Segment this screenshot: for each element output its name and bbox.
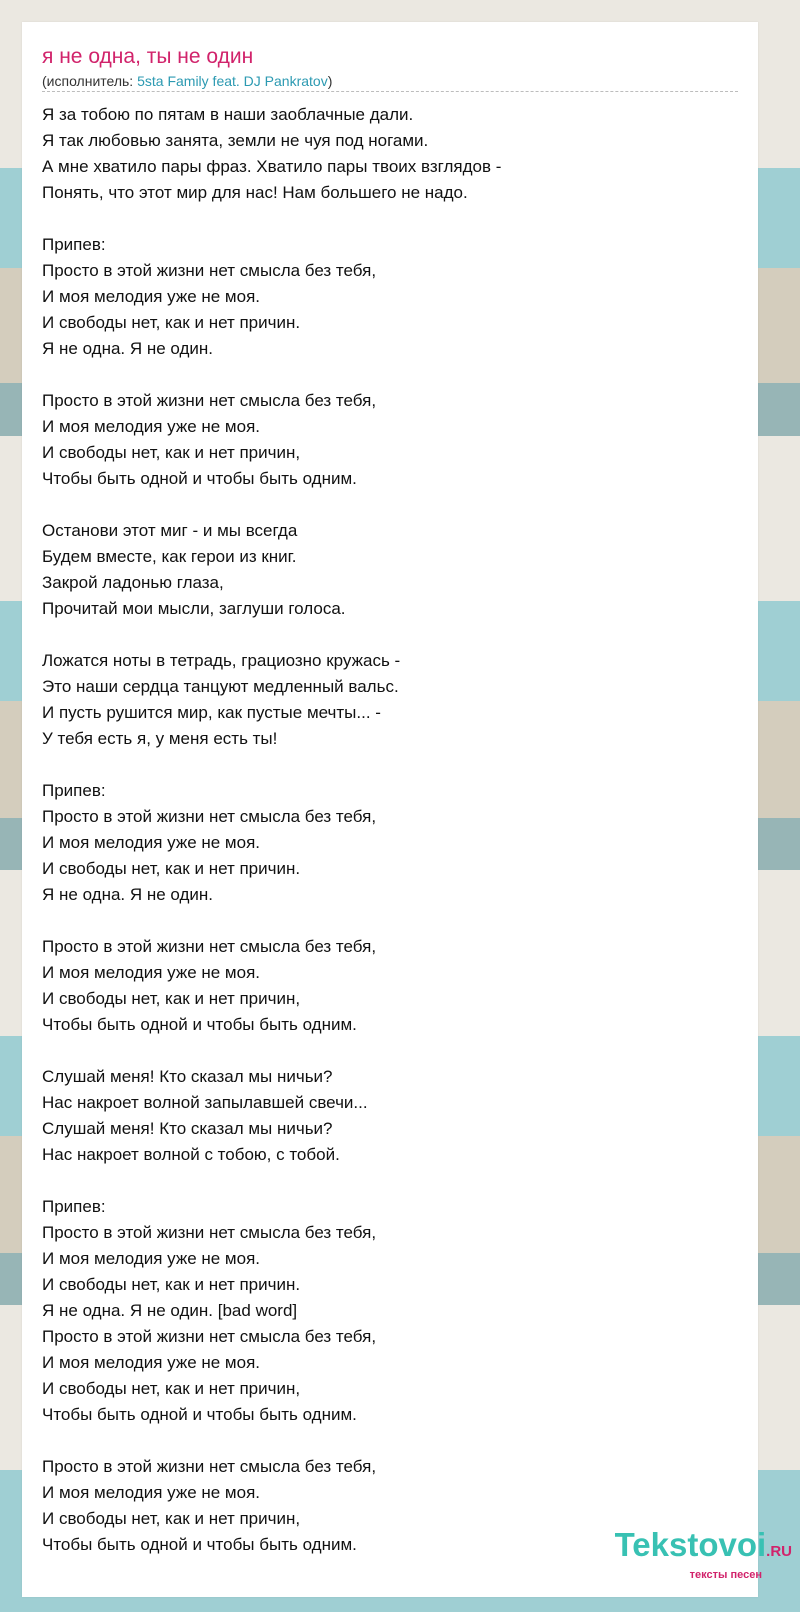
lyric-line: Я не одна. Я не один. [bad word]	[42, 1301, 298, 1320]
lyric-line: Припев:	[42, 235, 106, 254]
lyric-line: Прочитай мои мысли, заглуши голоса.	[42, 599, 346, 618]
lyric-line	[42, 206, 732, 232]
lyric-line: Слушай меня! Кто сказал мы ничьи?	[42, 1067, 333, 1086]
lyric-line: Просто в этой жизни нет смысла без тебя,	[42, 1223, 377, 1242]
lyric-line: И свободы нет, как и нет причин.	[42, 1275, 301, 1294]
lyric-line: Понять, что этот мир для нас! Нам большего не надо.	[42, 183, 468, 202]
lyric-line	[42, 1168, 732, 1194]
divider	[42, 91, 738, 92]
site-logo[interactable]	[592, 1528, 792, 1581]
logo-tld: .RU	[766, 1543, 792, 1560]
lyric-line: И свободы нет, как и нет причин,	[42, 989, 301, 1008]
artist-link[interactable]: 5sta Family feat. DJ Pankratov	[137, 73, 328, 89]
lyric-line: Я не одна. Я не один.	[42, 885, 214, 904]
lyrics-card	[22, 22, 758, 1597]
lyric-line: Чтобы быть одной и чтобы быть одним.	[42, 1015, 357, 1034]
lyric-line: И моя мелодия уже не моя.	[42, 287, 261, 306]
lyric-line	[42, 622, 732, 648]
lyric-line: Просто в этой жизни нет смысла без тебя,	[42, 807, 377, 826]
lyric-line: И моя мелодия уже не моя.	[42, 1483, 261, 1502]
lyric-line: И свободы нет, как и нет причин,	[42, 443, 301, 462]
lyric-line: Нас накроет волной с тобою, с тобой.	[42, 1145, 340, 1164]
lyric-line: Я не одна. Я не один.	[42, 339, 214, 358]
lyric-line: Просто в этой жизни нет смысла без тебя,	[42, 1457, 377, 1476]
lyric-line: Слушай меня! Кто сказал мы ничьи?	[42, 1119, 333, 1138]
lyric-line: Останови этот миг - и мы всегда	[42, 521, 298, 540]
lyric-line: Припев:	[42, 1197, 106, 1216]
lyric-line: Чтобы быть одной и чтобы быть одним.	[42, 469, 357, 488]
artist-suffix: )	[327, 73, 333, 89]
lyric-line: Просто в этой жизни нет смысла без тебя,	[42, 937, 377, 956]
lyric-line: Припев:	[42, 781, 106, 800]
lyric-line: И моя мелодия уже не моя.	[42, 1249, 261, 1268]
logo-tagline: тексты песен	[689, 1569, 762, 1581]
lyric-line: Просто в этой жизни нет смысла без тебя,	[42, 1327, 377, 1346]
lyric-line: Просто в этой жизни нет смысла без тебя,	[42, 391, 377, 410]
artist-prefix: (исполнитель:	[42, 73, 138, 89]
lyric-line: И моя мелодия уже не моя.	[42, 963, 261, 982]
lyric-line: Закрой ладонью глаза,	[42, 573, 224, 592]
lyric-line: Будем вместе, как герои из книг.	[42, 547, 297, 566]
lyric-line	[42, 1038, 732, 1064]
lyric-line: Это наши сердца танцуют медленный вальс.	[42, 677, 399, 696]
lyric-line	[42, 908, 732, 934]
lyric-line: И моя мелодия уже не моя.	[42, 417, 261, 436]
lyric-line: Ложатся ноты в тетрадь, грациозно кружась -	[42, 651, 401, 670]
logo-name: Tekstovoi	[614, 1526, 767, 1563]
lyric-line: Чтобы быть одной и чтобы быть одним.	[42, 1405, 357, 1424]
lyric-line: У тебя есть я, у меня есть ты!	[42, 729, 278, 748]
song-title: я не одна, ты не один	[42, 45, 254, 68]
lyric-line: Я так любовью занята, земли не чуя под ногами.	[42, 131, 429, 150]
lyric-line	[42, 492, 732, 518]
artist-line	[42, 72, 332, 90]
lyrics-text	[42, 102, 732, 1558]
lyric-line: И свободы нет, как и нет причин.	[42, 313, 301, 332]
lyric-line: Я за тобою по пятам в наши заоблачные дали.	[42, 105, 414, 124]
lyric-line: И свободы нет, как и нет причин,	[42, 1379, 301, 1398]
lyric-line: Нас накроет волной запылавшей свечи...	[42, 1093, 368, 1112]
lyric-line	[42, 1428, 732, 1454]
lyric-line: И моя мелодия уже не моя.	[42, 1353, 261, 1372]
lyric-line: Чтобы быть одной и чтобы быть одним.	[42, 1535, 357, 1554]
lyric-line: А мне хватило пары фраз. Хватило пары твоих взглядов -	[42, 157, 502, 176]
lyric-line	[42, 752, 732, 778]
lyric-line: И свободы нет, как и нет причин.	[42, 859, 301, 878]
lyric-line: И пусть рушится мир, как пустые мечты... -	[42, 703, 381, 722]
lyric-line: И моя мелодия уже не моя.	[42, 833, 261, 852]
lyric-line	[42, 362, 732, 388]
lyric-line: И свободы нет, как и нет причин,	[42, 1509, 301, 1528]
logo-wordmark	[592, 1528, 792, 1569]
lyric-line: Просто в этой жизни нет смысла без тебя,	[42, 261, 377, 280]
